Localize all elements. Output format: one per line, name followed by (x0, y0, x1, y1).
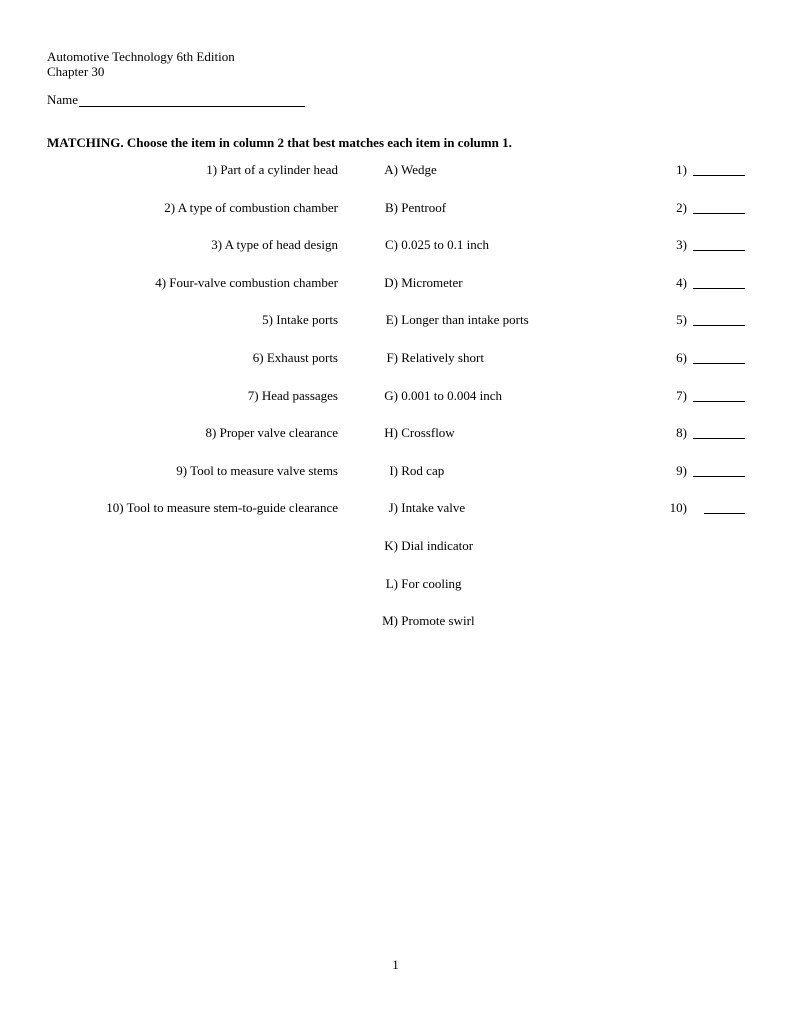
answer-blank[interactable] (693, 438, 745, 439)
item-number: 2) (164, 199, 176, 215)
item-number: 10) (106, 500, 124, 516)
choice-text: Promote swirl (401, 613, 475, 629)
item-text: Tool to measure stem-to-guide clearance (126, 500, 338, 516)
answer-label: 7) (676, 387, 687, 403)
column2-choice (374, 200, 446, 216)
column1-item (248, 388, 338, 404)
choice-text: Relatively short (401, 350, 484, 365)
item-number: 9) (176, 462, 188, 478)
column1-item (211, 237, 338, 253)
answer-label: 5) (676, 312, 687, 328)
page-number: 1 (392, 957, 399, 972)
matching-row (0, 200, 791, 218)
answer-label: 10) (669, 500, 687, 516)
choice-letter: F) (386, 350, 398, 365)
answer-blank[interactable] (693, 213, 745, 214)
choice-letter: I) (389, 462, 398, 478)
column1-item (262, 312, 338, 328)
item-text: A type of combustion chamber (177, 199, 338, 215)
choice-letter: A) (384, 162, 398, 177)
column2-choice (374, 500, 465, 516)
answer-blank[interactable] (704, 513, 745, 514)
matching-row (0, 275, 791, 293)
choice-letter: J) (388, 500, 398, 516)
item-text: A type of head design (224, 237, 338, 253)
column2-choice (374, 388, 502, 404)
matching-row (0, 500, 791, 518)
answer-label: 1) (676, 162, 687, 177)
column2-choice (374, 613, 475, 629)
item-text: Four-valve combustion chamber (169, 274, 338, 290)
answer-label: 3) (676, 237, 687, 253)
answer-blank[interactable] (693, 325, 745, 326)
column1-item (206, 425, 338, 441)
matching-row (0, 350, 791, 368)
answer-blank[interactable] (693, 288, 745, 289)
choice-text: Crossflow (401, 425, 455, 441)
choice-text: Micrometer (401, 274, 463, 290)
choice-letter: B) (385, 199, 398, 215)
item-text: Head passages (261, 387, 338, 403)
answer-blank[interactable] (693, 476, 745, 477)
item-text: Intake ports (276, 312, 338, 328)
column2-choice (374, 538, 473, 554)
column2-choice (374, 463, 444, 479)
column1-item (164, 200, 338, 216)
choice-text: Longer than intake ports (401, 312, 529, 328)
choice-letter: H) (384, 425, 398, 441)
choice-letter: G) (384, 387, 398, 403)
choice-letter: D) (384, 274, 398, 290)
choice-text: Rod cap (401, 462, 445, 478)
column1-item (176, 463, 338, 479)
instructions: MATCHING. Choose the item in column 2 that best matches each item in column 1. (47, 135, 512, 150)
chapter-label: Chapter 30 (47, 64, 105, 79)
book-title: Automotive Technology 6th Edition (47, 49, 235, 64)
item-number: 6) (252, 350, 264, 365)
column2-choice (374, 576, 462, 592)
item-number: 5) (262, 312, 274, 328)
matching-row (0, 538, 791, 556)
column1-item (253, 350, 338, 366)
item-text: Tool to measure valve stems (190, 462, 338, 478)
column2-choice (374, 425, 455, 441)
matching-row (0, 312, 791, 330)
matching-row (0, 613, 791, 631)
name-blank-line (79, 93, 305, 107)
matching-row (0, 388, 791, 406)
column2-choice (374, 350, 484, 366)
choice-text: 0.025 to 0.1 inch (401, 237, 489, 253)
choice-text: Dial indicator (401, 538, 474, 553)
choice-text: Pentroof (401, 199, 447, 215)
item-number: 3) (211, 237, 223, 253)
name-label: Name (47, 92, 79, 107)
choice-letter: C) (385, 237, 398, 253)
choice-text: For cooling (401, 575, 462, 591)
answer-blank[interactable] (693, 363, 745, 364)
answer-label: 6) (676, 350, 687, 365)
answer-label: 9) (676, 462, 687, 478)
answer-blank[interactable] (693, 250, 745, 251)
item-text: Exhaust ports (266, 350, 338, 365)
column1-item (106, 500, 338, 516)
matching-row (0, 162, 791, 180)
item-number: 7) (247, 387, 259, 403)
item-text: Part of a cylinder head (220, 162, 338, 177)
column2-choice (374, 162, 437, 178)
choice-letter: E) (385, 312, 398, 328)
column1-item (155, 275, 338, 291)
answer-label: 8) (676, 425, 687, 441)
item-number: 8) (205, 425, 217, 441)
choice-text: Wedge (401, 162, 437, 177)
answer-label: 2) (676, 199, 687, 215)
column1-item (206, 162, 338, 178)
column2-choice (374, 275, 463, 291)
item-number: 4) (155, 274, 167, 290)
choice-text: 0.001 to 0.004 inch (401, 387, 502, 403)
matching-row (0, 237, 791, 255)
item-text: Proper valve clearance (219, 425, 338, 441)
column2-choice (374, 237, 489, 253)
choice-letter: K) (384, 538, 398, 553)
choice-text: Intake valve (401, 500, 466, 516)
matching-row (0, 576, 791, 594)
matching-row (0, 463, 791, 481)
choice-letter: L) (385, 575, 398, 591)
column2-choice (374, 312, 529, 328)
matching-row (0, 425, 791, 443)
choice-letter: M) (382, 613, 398, 629)
answer-blank[interactable] (693, 401, 745, 402)
answer-blank[interactable] (693, 175, 745, 176)
answer-label: 4) (676, 274, 687, 290)
item-number: 1) (206, 162, 218, 177)
name-field (47, 92, 305, 107)
